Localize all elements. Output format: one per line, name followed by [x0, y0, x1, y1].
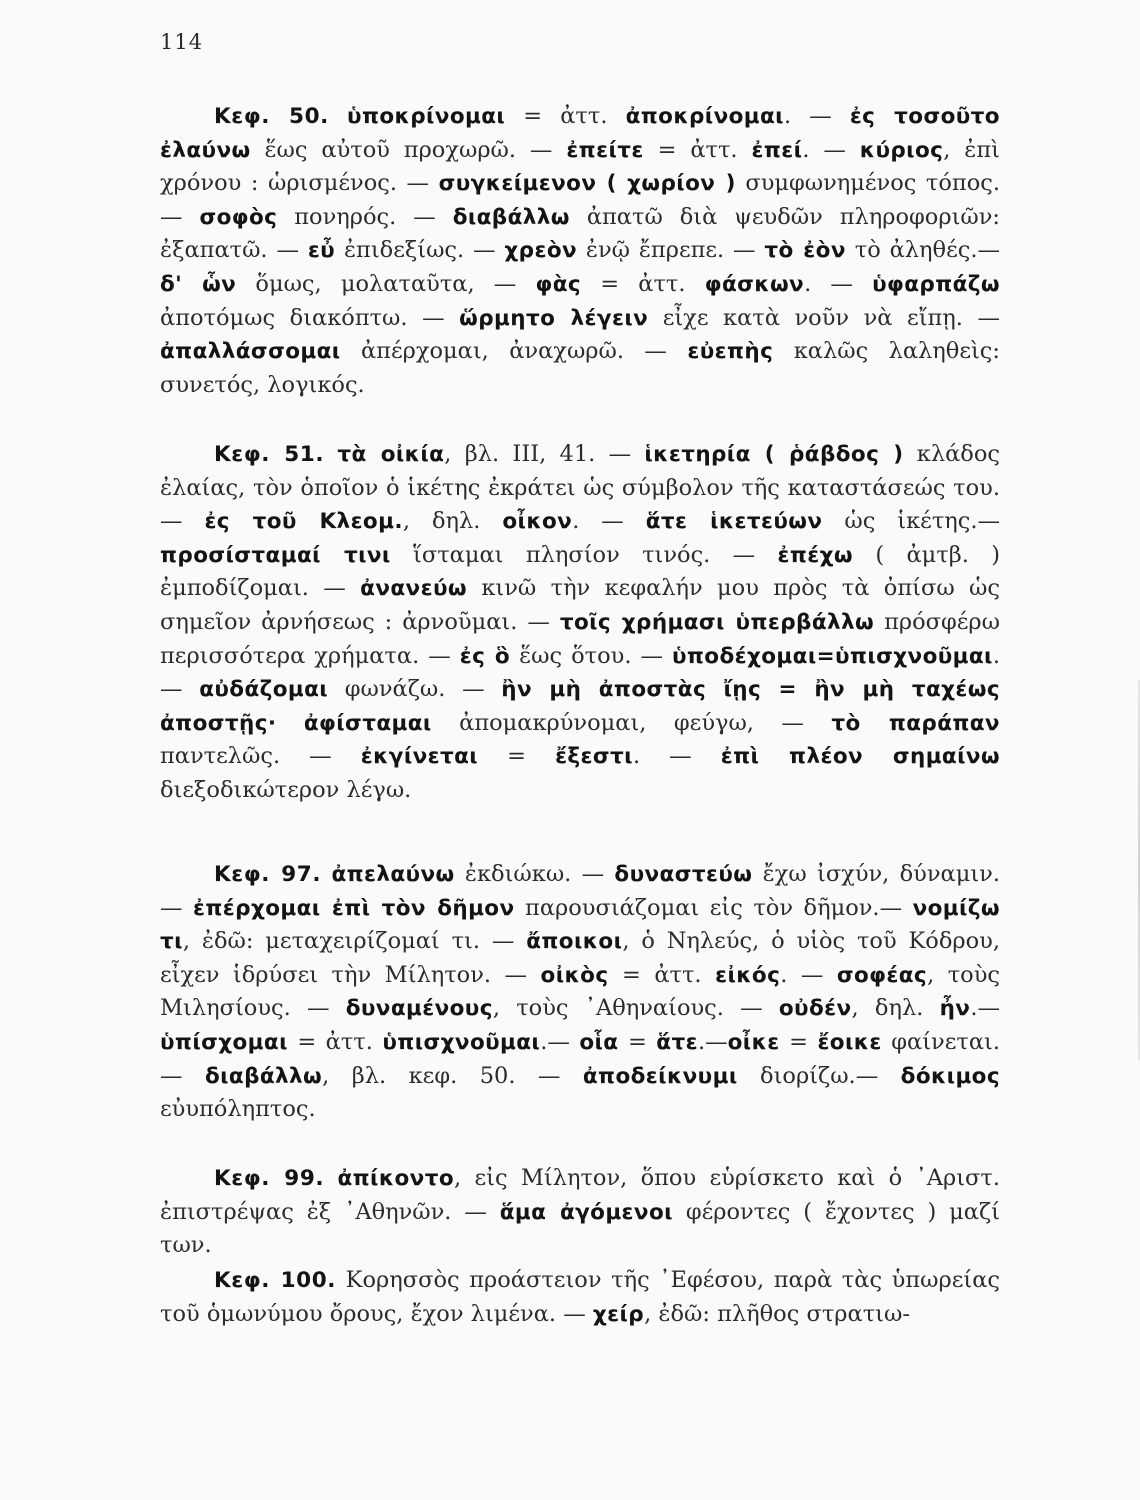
entry-gloss: .— [697, 1028, 728, 1055]
entry-lemma: ἄποικοι [526, 929, 623, 955]
glossary-entry [199, 676, 501, 702]
chapter-99-notes [160, 1162, 1000, 1263]
entry-lemma: δυναμένους [345, 996, 493, 1022]
glossary-entry [555, 743, 721, 769]
entry-gloss: κλάδος ἐλαίας, τὸν ὁποῖον ὁ ἱκέτης ἐκράτει ὡς σύμβολον τῆς καταστάσεώς του. — [160, 441, 1000, 535]
glossary-entry [751, 137, 859, 163]
entry-lemma: ἐπέρχομαι ἐπὶ τὸν δῆμον [193, 895, 515, 921]
glossary-entry [361, 743, 555, 769]
entry-lemma: εὖ [307, 238, 336, 264]
entry-gloss: , τοὺς Μιλησίους. — [160, 961, 1000, 1022]
entry-gloss: = [478, 743, 556, 770]
entry-lemma: ἐπεί [751, 137, 803, 163]
glossary-entry [199, 204, 452, 230]
entry-gloss: = ἀττ. [287, 1028, 383, 1055]
entry-lemma: ἀπαλλάσσομαι [160, 339, 341, 365]
glossary-entry [160, 338, 687, 364]
entry-gloss: παντελῶς. — [160, 743, 361, 770]
entry-lemma: τοῖς χρήμασι ὑπερβάλλω [559, 609, 875, 635]
entry-gloss: ἐνῷ ἔπρεπε. — [577, 237, 765, 264]
entry-gloss: , ἐδῶ: πλῆθος στρατιω- [644, 1300, 910, 1327]
entry-lemma: ὥρμητο λέγειν [459, 305, 649, 331]
entry-lemma: ἅτε [656, 1029, 698, 1055]
entry-gloss: = ἀττ. [643, 136, 752, 163]
entry-gloss: . — [804, 270, 873, 297]
entry-lemma: ἀφίσταμαι [303, 710, 432, 736]
entry-gloss: ὅμως, μολαταῦτα, — [236, 270, 536, 297]
entry-lemma: ὑπισχνοῦμαι [382, 1029, 541, 1055]
glossary-entry [541, 962, 716, 988]
glossary-entry [160, 271, 536, 297]
entry-lemma: ἐς τοσοῦτο ἐλαύνω [160, 104, 1000, 163]
entry-lemma: χείρ [592, 1301, 645, 1327]
entry-lemma: ἀνανεύω [360, 576, 467, 602]
entry-gloss: ἵσταμαι πλησίον τινός. — [390, 541, 778, 568]
entry-gloss: , ἐπὶ χρόνου : ὡρισμένος. — [160, 136, 1000, 197]
entry-gloss: . — [802, 136, 860, 163]
glossary-entry [346, 995, 779, 1021]
entry-lemma: σοφέας [836, 962, 928, 988]
chapter-heading: Κεφ. 100. [214, 1268, 337, 1293]
entry-gloss: συμφωνημένος τόπος. — [160, 170, 1000, 230]
entry-gloss [276, 710, 303, 736]
entry-lemma: δυναστεύω [614, 862, 753, 887]
entry-gloss: = ἀττ. [608, 961, 716, 988]
entry-lemma: ἀπίκοντο [337, 1166, 455, 1191]
glossary-entry [656, 1029, 727, 1055]
entry-lemma: ἐκγίνεται [360, 744, 479, 770]
entry-gloss: , ὁ Νηλεύς, ὁ υἱὸς τοῦ Κόδρου, εἶχεν ἱδρύσει τὴν Μίλητον. — [160, 928, 1000, 988]
glossary-entry [728, 1029, 818, 1055]
glossary-entry [502, 508, 645, 534]
glossary-entry [579, 1029, 656, 1055]
glossary-entry [308, 237, 505, 263]
glossary-entry [160, 1029, 382, 1055]
entry-gloss: , ἐδῶ: μεταχειρίζομαί τι. — [182, 928, 527, 955]
entry-lemma: ἔξεστι [555, 744, 633, 770]
entry-gloss: , δηλ. [402, 508, 503, 535]
entry-gloss: διεξοδικώτερον λέγω. [160, 776, 412, 803]
entry-gloss: = ἀττ. [581, 270, 705, 297]
entry-lemma: ἐπείτε [566, 137, 644, 163]
entry-gloss: ἐπιδεξίως. — [335, 237, 505, 264]
entry-gloss: ἐκδιώκω. — [454, 861, 615, 887]
entry-lemma: ἅμα ἀγόμενοι [499, 1199, 673, 1225]
entry-lemma: φάσκων [704, 271, 805, 297]
entry-lemma: οἰκὸς [540, 962, 609, 988]
entry-lemma: ἅτε ἱκετεύων [645, 509, 823, 535]
entry-gloss: . — [160, 642, 1000, 703]
glossary-entry [460, 643, 672, 669]
entry-gloss: πονηρός. — [277, 203, 453, 230]
entry-lemma: τὰ οἰκία [337, 442, 445, 467]
chapter-heading: Κεφ. 50. [214, 104, 329, 129]
entry-lemma: προσίσταμαί τινι [160, 542, 391, 568]
entry-lemma: δ' ὧν [160, 271, 237, 297]
glossary-entry [646, 508, 1000, 534]
entry-gloss: παρουσιάζομαι εἰς τὸν δῆμον.— [514, 894, 913, 921]
entry-lemma: οἷα [579, 1029, 619, 1055]
entry-gloss: , βλ. κεφ. 50. — [322, 1062, 583, 1089]
page-number: 114 [160, 30, 204, 54]
chapter-50-notes [160, 100, 1000, 402]
glossary-entry [705, 271, 872, 297]
entry-lemma: νομίζω τι [160, 895, 1000, 955]
entry-gloss: φαίνεται. — [160, 1028, 1000, 1089]
entry-gloss: ἀπέρχομαι, ἀναχωρῶ. — [340, 338, 688, 365]
entry-lemma: ὑπίσχομαι [160, 1029, 288, 1055]
entry-gloss: ἔχω ἰσχύν, δύναμιν. — [160, 861, 1000, 921]
entry-lemma: ὑποκρίνομαι [347, 104, 506, 129]
entry-gloss: κινῶ τὴν κεφαλήν μου πρὸς τὰ ὀπίσω ὡς σημεῖον ἀρνήσεως : ἀρνοῦμαι. — [160, 575, 1000, 635]
entry-lemma: αὐδάζομαι [199, 677, 329, 703]
glossary-entry [593, 1301, 910, 1327]
entry-gloss: ἀπατῶ διὰ ψευδῶν πληροφοριῶν: ἐξαπατῶ. — [160, 203, 1001, 264]
entry-lemma: ἐς τοῦ Κλεομ. [204, 509, 403, 535]
entry-lemma: ἀπελαύνω [331, 862, 455, 887]
entry-lemma: ἔοικε [817, 1029, 882, 1055]
entry-gloss: = ἀττ. [505, 103, 626, 129]
entry-gloss: εὐυπόληπτος. [160, 1096, 316, 1123]
entry-gloss: φωνάζω. — [328, 676, 502, 703]
entry-lemma: ἢν μὴ ἀποστὰς ἴῃς = ἢν μὴ ταχέως ἀποστῇς· [160, 677, 1001, 736]
entry-gloss: ἕως ὅτου. — [510, 642, 672, 669]
entry-gloss: . — [572, 508, 646, 535]
entry-gloss: καλῶς λαληθεὶς: συνετός, λογικός. [160, 338, 1000, 398]
entry-lemma: οὐδέν [778, 996, 852, 1022]
entry-gloss: ἀποτόμως διακόπτω. — [160, 304, 460, 331]
entry-lemma: ὑποδέχομαι=ὑπισχνοῦμαι [671, 643, 993, 669]
glossary-entry [304, 710, 831, 736]
entry-lemma: ἐπὶ πλέον σημαίνω [720, 744, 1000, 770]
entry-lemma: σοφὸς [199, 204, 278, 230]
glossary-entry [715, 962, 837, 988]
entry-lemma: εὐεπὴς [687, 339, 774, 365]
entry-gloss: .— [970, 995, 1000, 1022]
entry-lemma: δόκιμος [900, 1063, 1000, 1089]
chapter-heading: Κεφ. 99. [214, 1166, 325, 1191]
entry-gloss: . — [632, 743, 721, 770]
entry-lemma: ἀποκρίνομαι [625, 104, 784, 129]
entry-lemma: χρεὸν [504, 238, 578, 264]
entry-lemma: φὰς [535, 271, 582, 297]
chapter-100-notes [160, 1264, 1000, 1331]
entry-gloss: φέροντες ( ἔχοντες ) μαζί των. [160, 1198, 1000, 1259]
entry-gloss: ὡς ἱκέτης.— [822, 508, 1000, 535]
entry-gloss: , τοὺς ᾿Αθηναίους. — [492, 995, 779, 1022]
entry-gloss: εἶχε κατὰ νοῦν νὰ εἴπῃ. — [648, 304, 1000, 331]
glossary-entry [382, 1029, 579, 1055]
glossary-entry [205, 1063, 583, 1089]
entry-lemma: ἱκετηρία ( ῥάβδος ) [644, 442, 904, 467]
glossary-entry [504, 237, 764, 263]
entry-gloss: . — [780, 961, 837, 988]
entry-gloss: ἀπομακρύνομαι, φεύγω, — [431, 709, 832, 736]
glossary-entry [160, 542, 778, 568]
glossary-entry [536, 271, 705, 297]
entry-lemma: ἦν [939, 996, 971, 1022]
entry-lemma: κύριος [859, 137, 944, 163]
entry-gloss: πρόσφέρω περισσότερα χρήματα. — [160, 608, 1000, 669]
glossary-entry [347, 103, 626, 129]
chapter-heading: Κεφ. 51. [214, 442, 325, 467]
entry-lemma: ἐπέχω [777, 542, 854, 568]
glossary-entry [204, 508, 502, 534]
entry-lemma: τὸ παράπαν [831, 710, 1000, 736]
entry-gloss: ( ἀμτβ. ) ἐμποδίζομαι. — [160, 541, 1001, 602]
chapter-heading: Κεφ. 97. [214, 862, 322, 887]
glossary-entry [940, 995, 1000, 1021]
entry-lemma: διαβάλλω [452, 204, 570, 230]
glossary-entry [779, 995, 940, 1021]
entry-gloss: = [618, 1028, 657, 1055]
entry-lemma: ὑφαρπάζω [872, 271, 1000, 297]
entry-lemma: εἰκός [715, 962, 781, 988]
entry-gloss: . — [783, 103, 850, 129]
entry-lemma: διαβάλλω [204, 1063, 323, 1089]
entry-gloss: , δηλ. [851, 995, 940, 1022]
entry-lemma: συγκείμενον ( χωρίον ) [438, 171, 736, 197]
entry-gloss: , βλ. ΙΙΙ, 41. — [444, 441, 645, 467]
entry-lemma: οἶκον [502, 509, 573, 535]
entry-gloss: , εἰς Μίλητον, ὅπου εὑρίσκετο καὶ ὁ ᾿Αριστ. ἐπιστρέψας ἐξ ᾿Αθηνῶν. — [160, 1165, 1000, 1225]
chapter-51-notes [160, 438, 1000, 808]
entry-lemma: ἀποδείκνυμι [582, 1063, 738, 1089]
entry-gloss: .— [540, 1028, 580, 1055]
glossary-entry [459, 305, 1000, 331]
glossary-entry [193, 895, 913, 921]
glossary-entry [583, 1063, 901, 1089]
entry-lemma: τὸ ἐὸν [764, 238, 846, 264]
entry-gloss: ἕως αὐτοῦ προχωρῶ. — [250, 136, 567, 163]
entry-gloss: τὸ ἀληθές.— [845, 237, 1000, 264]
entry-gloss: Κορησσὸς προάστειον τῆς ᾿Εφέσου, παρὰ τὰς ὑπωρείας τοῦ ὁμωνύμου ὄρους, ἔχον λιμένα. — [160, 1267, 1000, 1327]
glossary-entry [566, 137, 751, 163]
glossary-entry [331, 861, 614, 887]
entry-gloss: = [779, 1028, 818, 1055]
glossary-entry [764, 237, 1000, 263]
entry-lemma: ἐς ὃ [459, 643, 511, 669]
glossary-entry [626, 103, 850, 129]
glossary-entry [337, 441, 644, 467]
entry-gloss: διορίζω.— [737, 1062, 901, 1089]
entry-lemma: οἶκε [727, 1029, 780, 1055]
chapter-97-notes [160, 858, 1000, 1127]
